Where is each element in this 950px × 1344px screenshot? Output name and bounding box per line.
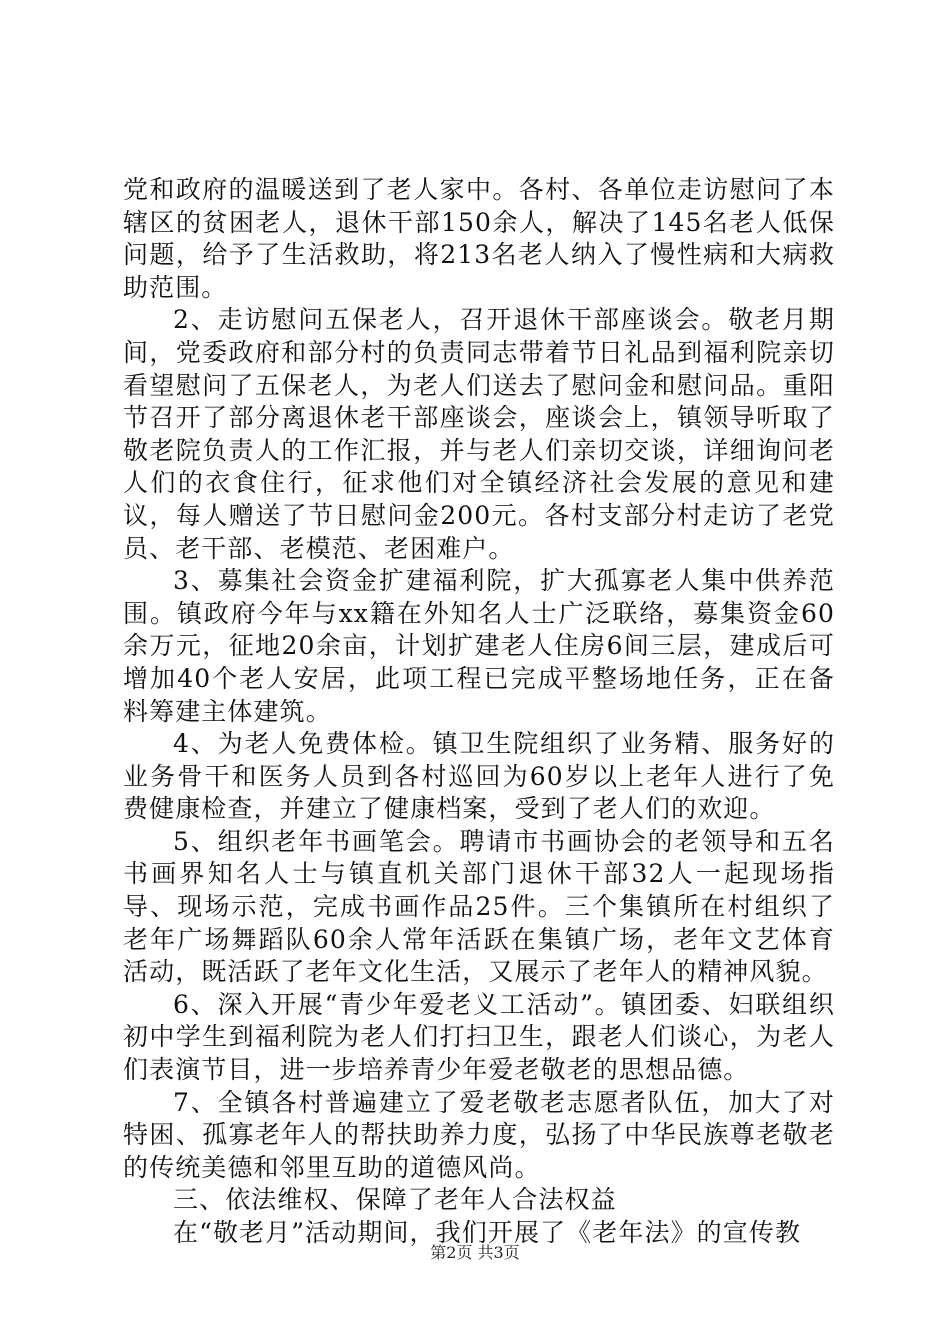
paragraph-continuation: 党和政府的温暖送到了老人家中。各村、各单位走访慰问了本辖区的贫困老人，退休干部150余人，解决了145名老人低保问题，给予了生活救助，将213名老人纳入了慢性病和大病救助范围。 [123, 175, 835, 302]
paragraph-item-6: 6、深入开展“青少年爱老义工活动”。镇团委、妇联组织初中学生到福利院为老人们打扫卫生，跟老人们谈心，为老人们表演节目，进一步培养青少年爱老敬老的思想品德。 [123, 989, 835, 1085]
paragraph-item-3: 3、募集社会资金扩建福利院，扩大孤寡老人集中供养范围。镇政府今年与xx籍在外知名人士广泛联络，募集资金60余万元，征地20余亩，计划扩建老人住房6间三层，建成后可增加40个老人安居，此项工程已完成平整场地任务，正在备料筹建主体建筑。 [123, 566, 835, 726]
section-heading-3: 三、依法维权、保障了老年人合法权益 [173, 1185, 617, 1215]
paragraph-item-4: 4、为老人免费体检。镇卫生院组织了业务精、服务好的业务骨干和医务人员到各村巡回为60岁以上老年人进行了免费健康检查，并建立了健康档案，受到了老人们的欢迎。 [123, 729, 835, 824]
document-body [123, 174, 835, 1250]
paragraph-section-3-start: 在“敬老月”活动期间，我们开展了《老年法》的宣传教 [173, 1218, 802, 1247]
paragraph-item-7: 7、全镇各村普遍建立了爱老敬老志愿者队伍，加大了对特困、孤寡老年人的帮扶助养力度，弘扬了中华民族尊老敬老的传统美德和邻里互助的道德风尚。 [123, 1087, 835, 1182]
paragraph-item-5: 5、组织老年书画笔会。聘请市书画协会的老领导和五名书画界知名人士与镇直机关部门退休干部32人一起现场指导、现场示范，完成书画作品25件。三个集镇所在村组织了老年广场舞蹈队60余人常年活跃在集镇广场，老年文艺体育活动，既活跃了老年文化生活，又展示了老年人的精神风貌。 [123, 826, 835, 987]
paragraph-item-2: 2、走访慰问五保老人，召开退休干部座谈会。敬老月期间，党委政府和部分村的负责同志带着节日礼品到福利院亲切看望慰问了五保老人，为老人们送去了慰问金和慰问品。重阳节召开了部分离退休老干部座谈会，座谈会上，镇领导听取了敬老院负责人的工作汇报，并与老人们亲切交谈，详细询问老人们的衣食住行，征求他们对全镇经济社会发展的意见和建议，每人赠送了节日慰问金200元。各村支部分村走访了老党员、老干部、老模范、老困难户。 [123, 305, 835, 563]
page-footer: 第2页 共3页 [430, 1243, 520, 1262]
